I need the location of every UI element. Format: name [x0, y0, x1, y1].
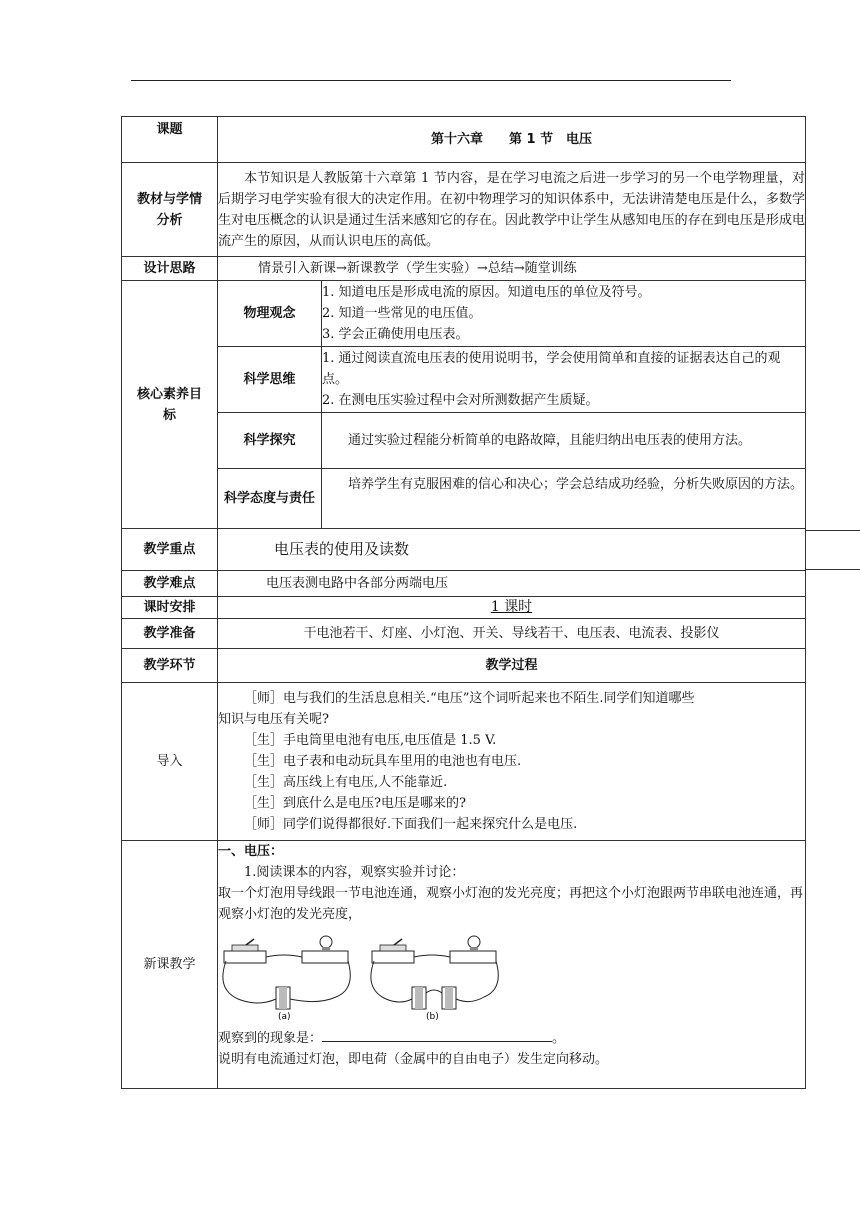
conclusion-text: 说明有电流通过灯泡，即电荷（金属中的自由电子）发生定向移动。	[218, 1052, 609, 1067]
core-item-line: 3. 学会正确使用电压表。	[322, 327, 469, 342]
intro-row	[122, 683, 806, 841]
process-header-text: 教学过程	[218, 649, 806, 683]
analysis-row	[122, 163, 806, 257]
key-point-text: 电压表的使用及读数	[218, 529, 806, 571]
prep-label: 教学准备	[122, 619, 218, 649]
observe-prefix: 观察到的现象是：	[218, 1031, 323, 1046]
dialog-line: ［师］电与我们的生活息息相关.“电压”这个词听起来也不陌生.同学们知道哪些	[244, 691, 695, 706]
core-item-line: 2. 在测电压实验过程中会对所测数据产生质疑。	[322, 393, 599, 408]
core-item-line: 1. 知道电压是形成电流的原因。知道电压的单位及符号。	[322, 285, 651, 300]
core-item-content-1	[322, 281, 806, 347]
dialog-line: ［生］高压线上有电压,人不能靠近.	[244, 775, 448, 790]
dialog-line: ［生］手电筒里电池有电压,电压值是 1.5 V.	[244, 733, 497, 748]
circuit-figure-b	[366, 933, 502, 1021]
design-text: 情景引入新课→新课教学（学生实验）→总结→随堂训练	[218, 257, 806, 281]
circuit-figure-a	[218, 933, 354, 1021]
row-extension-line	[805, 530, 860, 531]
dialog-line: ［师］同学们说得都很好.下面我们一起来探究什么是电压.	[244, 817, 578, 832]
key-point-label: 教学重点	[122, 529, 218, 571]
core-item-label-3: 科学探究	[218, 413, 322, 469]
core-row-3	[122, 413, 806, 469]
schedule-cell	[218, 597, 806, 619]
intro-dialog	[218, 683, 806, 841]
schedule-label: 课时安排	[122, 597, 218, 619]
key-point-row	[122, 529, 806, 571]
core-item-content-3: 通过实验过程能分析简单的电路故障，且能归纳出电压表的使用方法。	[322, 413, 806, 469]
dialog-line: ［生］电子表和电动玩具车里用的电池也有电压.	[244, 754, 522, 769]
new-course-content	[218, 841, 806, 1089]
analysis-label: 教材与学情分析	[122, 163, 218, 257]
figure-a-caption: (a)	[278, 1012, 291, 1021]
core-item-content-2	[322, 347, 806, 413]
header-rule	[131, 80, 731, 81]
core-item-label-1: 物理观念	[218, 281, 322, 347]
core-item-content-4: 培养学生有克服困难的信心和决心；学会总结成功经验，分析失败原因的方法。	[322, 469, 806, 529]
core-item-label-2: 科学思维	[218, 347, 322, 413]
experiment-desc: 取一个灯泡用导线跟一节电池连通，观察小灯泡的发光亮度；再把这个小灯泡跟两节串联电池连通，再观察小灯泡的发光亮度，	[218, 886, 804, 922]
observe-blank	[322, 1027, 552, 1042]
intro-label: 导入	[122, 683, 218, 841]
core-label: 核心素养目标	[122, 281, 218, 529]
new-course-label: 新课教学	[122, 841, 218, 1089]
dialog-line: ［生］到底什么是电压?电压是哪来的?	[244, 796, 466, 811]
schedule-row	[122, 597, 806, 619]
section-heading: 一、电压：	[218, 844, 284, 859]
core-row-4	[122, 469, 806, 529]
observe-suffix: 。	[552, 1031, 566, 1046]
lesson-title: 第十六章 第 1 节 电压	[218, 117, 806, 163]
title-label: 课题	[122, 117, 218, 163]
schedule-text: 1 课时	[490, 599, 533, 615]
circuit-figures	[218, 933, 805, 1021]
design-row	[122, 257, 806, 281]
core-item-line: 2. 知道一些常见的电压值。	[322, 306, 482, 321]
core-item-label-4: 科学态度与责任	[218, 469, 322, 529]
process-header-label: 教学环节	[122, 649, 218, 683]
design-label: 设计思路	[122, 257, 218, 281]
core-row-1	[122, 281, 806, 347]
process-header-row	[122, 649, 806, 683]
core-item-line: 1. 通过阅读直流电压表的使用说明书，学会使用简单和直接的证据表达自己的观点。	[322, 351, 781, 387]
difficulty-text: 电压表测电路中各部分两端电压	[218, 571, 806, 597]
prep-text: 干电池若干、灯座、小灯泡、开关、导线若干、电压表、电流表、投影仪	[218, 619, 806, 649]
new-course-row	[122, 841, 806, 1089]
figure-b-caption: (b)	[426, 1012, 439, 1021]
difficulty-row	[122, 571, 806, 597]
lesson-plan-table	[121, 116, 806, 1089]
title-row	[122, 117, 806, 163]
observe-line	[218, 1027, 805, 1049]
core-row-2	[122, 347, 806, 413]
dialog-line: 知识与电压有关呢?	[218, 712, 329, 727]
prep-row	[122, 619, 806, 649]
row-extension-line	[805, 569, 860, 570]
step-text: 1.阅读课本的内容，观察实验并讨论：	[244, 865, 465, 880]
difficulty-label: 教学难点	[122, 571, 218, 597]
analysis-text: 本节知识是人教版第十六章第 1 节内容，是在学习电流之后进一步学习的另一个电学物理量，对后期学习电学实验有很大的决定作用。在初中物理学习的知识体系中，无法讲清楚电压是什么，多数学生对电压概念的认识是通过生活来感知它的存在。因此教学中让学生从感知电压的存在到电压是形成电流产生的原因，从而认识电压的高低。	[218, 163, 806, 257]
